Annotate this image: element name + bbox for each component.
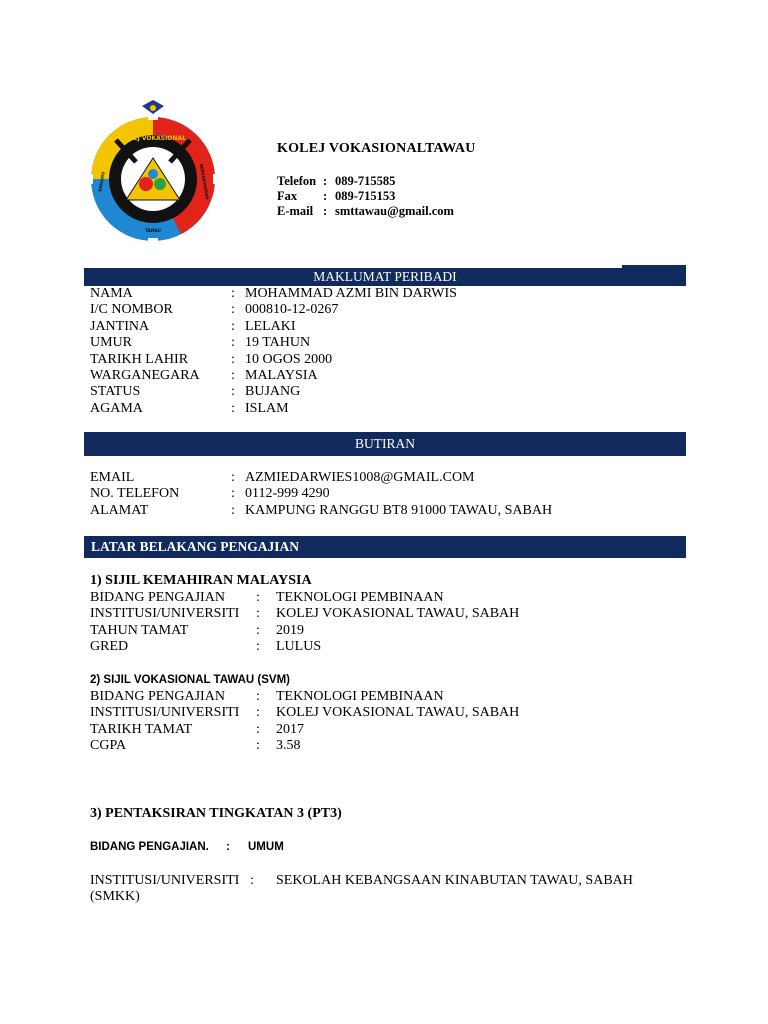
row-label: NO. TELEFON	[90, 486, 180, 502]
row-label: BIDANG PENGAJIAN	[90, 689, 225, 704]
skm-row	[90, 623, 519, 639]
row-note: (SMKK)	[90, 889, 140, 905]
svm-heading: 2) SIJIL VOKASIONAL TAWAU (SVM)	[90, 674, 290, 686]
butiran-row	[90, 503, 552, 519]
row-sep: :	[231, 470, 235, 485]
skm-row	[90, 590, 519, 606]
row-value: LULUS	[276, 639, 322, 655]
skm-row	[90, 639, 519, 655]
row-value: 19 TAHUN	[245, 335, 311, 351]
row-value: UMUM	[248, 841, 284, 853]
peribadi-row	[90, 401, 457, 417]
row-label: WARGANEGARA	[90, 368, 200, 384]
peribadi-table	[90, 286, 457, 417]
row-label: EMAIL	[90, 470, 135, 485]
peribadi-row	[90, 286, 457, 302]
svm-table	[90, 689, 519, 755]
row-label: ALAMAT	[90, 502, 149, 518]
row-label: BIDANG PENGAJIAN	[90, 590, 225, 605]
row-label: TARIKH LAHIR	[90, 351, 189, 367]
row-value: KAMPUNG RANGGU BT8 91000 TAWAU, SABAH	[245, 502, 553, 518]
row-label: I/C NOMBOR	[90, 302, 173, 318]
section-title: BUTIRAN	[355, 436, 415, 451]
row-sep: :	[256, 590, 260, 605]
butiran-row	[90, 486, 552, 502]
contact-value: 089-715585	[335, 174, 396, 188]
row-label: AGAMA	[90, 400, 143, 416]
row-value: 000810-12-0267	[245, 302, 339, 318]
row-value: 2019	[276, 622, 304, 638]
row-value: TEKNOLOGI PEMBINAAN	[276, 689, 444, 704]
row-sep: :	[256, 606, 260, 622]
row-value: KOLEJ VOKASIONAL TAWAU, SABAH	[276, 606, 520, 622]
peribadi-row	[90, 302, 457, 318]
pt3-institusi	[90, 873, 633, 906]
contact-sep: :	[323, 204, 328, 218]
row-label: JANTINA	[90, 318, 150, 334]
skm-heading: 1) SIJIL KEMAHIRAN MALAYSIA	[90, 573, 312, 588]
row-label: TAHUN TAMAT	[90, 622, 189, 638]
row-value: 2017	[276, 721, 304, 737]
row-label: STATUS	[90, 384, 141, 400]
logo-bottom-text: TAWAU	[145, 228, 161, 233]
contact-label: Telefon	[277, 174, 317, 188]
row-value: 0112-999 4290	[245, 486, 330, 502]
row-sep: :	[256, 689, 260, 704]
skm-row	[90, 606, 519, 622]
row-sep: :	[250, 873, 254, 888]
row-value: 3.58	[276, 738, 301, 754]
contact-value: smttawau@gmail.com	[335, 204, 454, 218]
school-contact-block	[277, 174, 454, 219]
butiran-row	[90, 470, 552, 486]
row-label: INSTITUSI/UNIVERSITI	[90, 606, 240, 622]
peribadi-row	[90, 352, 457, 368]
row-label: BIDANG PENGAJIAN.	[90, 841, 209, 853]
row-value: KOLEJ VOKASIONAL TAWAU, SABAH	[276, 705, 520, 721]
row-sep: :	[256, 622, 260, 638]
contact-email	[277, 204, 454, 219]
row-sep: :	[231, 502, 235, 518]
row-sep: :	[231, 302, 235, 318]
row-label: INSTITUSI/UNIVERSITI	[90, 873, 240, 888]
svm-row	[90, 705, 519, 721]
logo-left-text: BERILMU	[97, 171, 106, 193]
row-sep: :	[226, 841, 230, 853]
row-sep: :	[231, 335, 235, 351]
row-sep: :	[231, 486, 235, 502]
row-label: CGPA	[90, 738, 127, 754]
row-sep: :	[231, 400, 235, 416]
contact-fax	[277, 189, 454, 204]
row-label: UMUR	[90, 335, 133, 351]
section-title: MAKLUMAT PERIBADI	[313, 269, 457, 284]
pt3-institusi-row	[90, 873, 633, 889]
contact-label: Fax	[277, 189, 298, 203]
section-bar-peribadi	[84, 268, 686, 286]
svm-row	[90, 738, 519, 754]
logo-ring-text: KOLEJ VOKASIONAL	[120, 135, 186, 142]
logo-right-text: BERKEMAHIRAN	[198, 163, 211, 200]
row-sep: :	[256, 705, 260, 721]
pt3-institusi-note	[90, 889, 633, 905]
section-title: LATAR BELAKANG PENGAJIAN	[91, 539, 300, 554]
row-label: NAMA	[90, 286, 133, 301]
butiran-table	[90, 470, 552, 519]
row-sep: :	[256, 721, 260, 737]
school-name: KOLEJ VOKASIONALTAWAU	[277, 141, 476, 156]
row-sep: :	[231, 286, 235, 301]
peribadi-row	[90, 335, 457, 351]
row-sep: :	[231, 318, 235, 334]
contact-sep: :	[323, 189, 328, 203]
row-sep: :	[231, 368, 235, 384]
school-logo	[86, 100, 220, 242]
pt3-bidang-row	[90, 841, 284, 853]
section-bar-butiran	[84, 432, 686, 456]
row-sep: :	[231, 384, 235, 400]
row-sep: :	[231, 351, 235, 367]
row-value: ISLAM	[245, 400, 289, 416]
peribadi-row	[90, 319, 457, 335]
svm-row	[90, 689, 519, 705]
row-label: GRED	[90, 639, 129, 655]
row-value: MALAYSIA	[245, 368, 318, 384]
row-value: LELAKI	[245, 318, 296, 334]
row-value: MOHAMMAD AZMI BIN DARWIS	[245, 286, 457, 301]
contact-value: 089-715153	[335, 189, 396, 203]
svm-row	[90, 722, 519, 738]
row-value: TEKNOLOGI PEMBINAAN	[276, 590, 444, 605]
row-value: 10 OGOS 2000	[245, 351, 333, 367]
row-sep: :	[256, 639, 260, 655]
row-value: SEKOLAH KEBANGSAAN KINABUTAN TAWAU, SABAH	[276, 873, 633, 888]
contact-sep: :	[323, 174, 328, 188]
pt3-heading: 3) PENTAKSIRAN TINGKATAN 3 (PT3)	[90, 806, 342, 821]
contact-label: E-mail	[277, 204, 314, 218]
row-label: TARIKH TAMAT	[90, 721, 193, 737]
peribadi-row	[90, 384, 457, 400]
peribadi-row	[90, 368, 457, 384]
row-value: BUJANG	[245, 384, 301, 400]
row-value: AZMIEDARWIES1008@GMAIL.COM	[245, 470, 475, 485]
section-bar-pengajian	[84, 536, 686, 558]
row-label: INSTITUSI/UNIVERSITI	[90, 705, 240, 721]
row-sep: :	[256, 738, 260, 754]
contact-phone	[277, 174, 454, 189]
skm-table	[90, 590, 519, 656]
